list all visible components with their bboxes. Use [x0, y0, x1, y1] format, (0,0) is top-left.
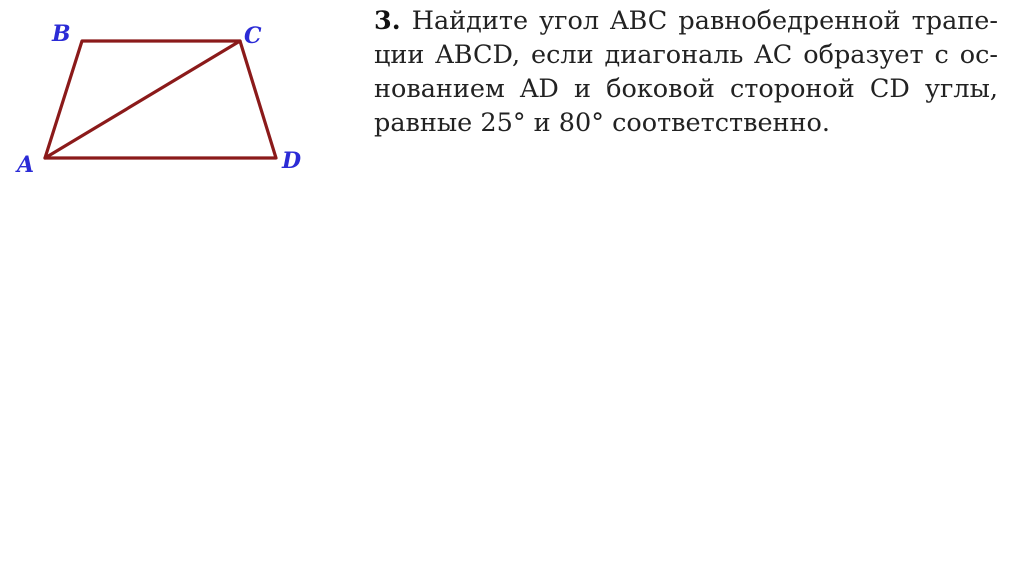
vertex-label-a: A	[17, 152, 35, 178]
problem-line-4: равные 25° и 80° соответственно.	[374, 108, 831, 138]
vertex-label-d: D	[282, 148, 302, 174]
trapezoid-diagram	[0, 0, 340, 200]
problem-number: 3.	[374, 6, 401, 36]
problem-line-3: нованием AD и боковой стороной CD углы,	[374, 74, 998, 104]
problem-text	[374, 4, 998, 140]
problem-line-1-text: Найдите угол ABC равнобедренной трапе-	[400, 6, 998, 36]
trapezoid-outline	[45, 41, 276, 158]
problem-line-2: ции ABCD, если диагональ AC образует с ос-	[374, 40, 998, 70]
trapezoid-svg	[0, 0, 340, 200]
diagonal-ac	[45, 41, 240, 158]
vertex-label-c: C	[244, 23, 262, 49]
vertex-label-b: B	[52, 21, 71, 47]
problem-line-1	[374, 4, 998, 38]
